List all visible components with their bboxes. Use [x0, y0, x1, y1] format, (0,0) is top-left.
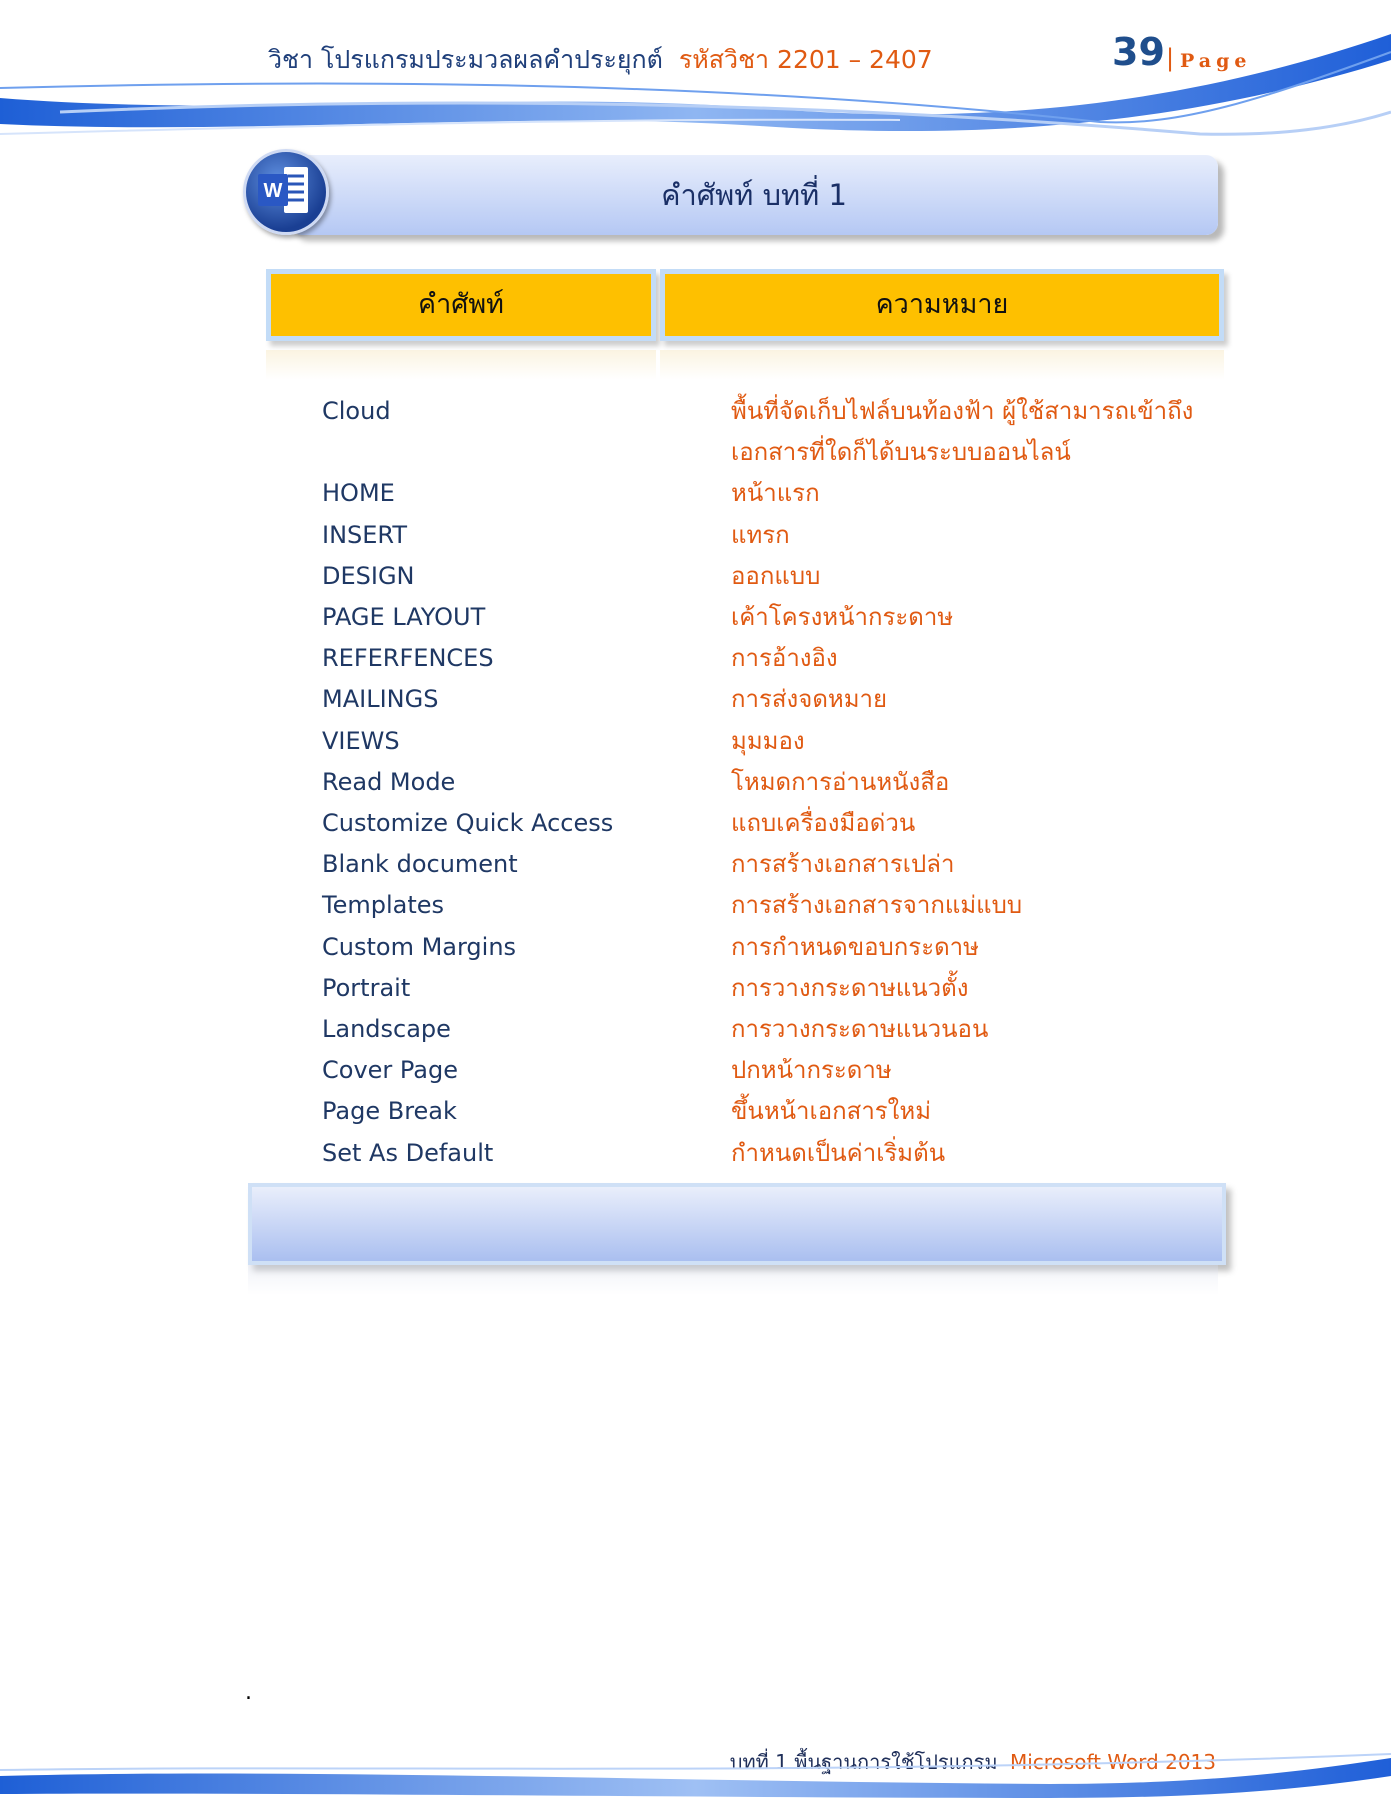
column-header-reflection	[266, 350, 656, 380]
bottom-banner-reflection	[248, 1265, 1218, 1295]
word-icon	[243, 149, 329, 235]
term-row	[322, 638, 1322, 679]
term-meaning: การวางกระดาษแนวนอน	[731, 1015, 989, 1044]
term-meaning: พื้นที่จัดเก็บไฟล์บนท้องฟ้า ผู้ใช้สามารถเข้าถึงเอกสารที่ใดก็ได้บนระบบออนไลน์	[731, 397, 1194, 467]
term-row	[322, 1050, 1322, 1091]
term-meaning: การอ้างอิง	[731, 644, 838, 673]
term-word: MAILINGS	[322, 685, 439, 714]
term-meaning: หน้าแรก	[731, 479, 820, 508]
term-row	[322, 556, 1322, 597]
footer-wave	[0, 1750, 1391, 1800]
term-word: Landscape	[322, 1015, 451, 1044]
footer-product: Microsoft Word 2013	[1009, 1750, 1216, 1774]
term-meaning: ปกหน้ากระดาษ	[731, 1056, 892, 1085]
term-meaning: การสร้างเอกสารเปล่า	[731, 850, 955, 879]
term-word: Templates	[322, 891, 445, 920]
term-meaning: การส่งจดหมาย	[731, 685, 888, 714]
term-meaning: ออกแบบ	[731, 561, 821, 590]
term-word: PAGE LAYOUT	[322, 603, 486, 632]
term-word: Set As Default	[322, 1138, 494, 1167]
word-logo-icon	[246, 152, 326, 232]
column-header-term: คำศัพท์	[266, 269, 656, 341]
term-word: Custom Margins	[322, 932, 517, 961]
vocabulary-list	[322, 391, 1322, 1174]
term-row	[322, 844, 1322, 885]
term-meaning: การวางกระดาษแนวตั้ง	[731, 973, 969, 1002]
term-word: HOME	[322, 479, 395, 508]
term-row	[322, 803, 1322, 844]
word-icon-letter: W	[263, 180, 283, 202]
column-header-meaning: ความหมาย	[660, 269, 1224, 341]
term-row	[322, 762, 1322, 803]
stray-mark: .	[245, 1680, 252, 1705]
term-word: Cloud	[322, 397, 391, 425]
term-meaning: โหมดการอ่านหนังสือ	[731, 767, 950, 796]
term-word: Blank document	[322, 850, 518, 879]
term-row	[322, 968, 1322, 1009]
term-row	[322, 597, 1322, 638]
page-number: 39	[1112, 30, 1165, 74]
term-row	[322, 1091, 1322, 1132]
term-word: Customize Quick Access	[322, 809, 614, 838]
term-word: Cover Page	[322, 1056, 459, 1085]
term-row	[322, 1009, 1322, 1050]
term-meaning: แถบเครื่องมือด่วน	[731, 809, 916, 838]
term-row	[322, 679, 1322, 720]
page-title: คำศัพท์ บทที่ 1	[661, 178, 847, 212]
term-row	[322, 391, 1322, 473]
page-separator: |	[1166, 44, 1175, 72]
term-word: Read Mode	[322, 767, 456, 796]
term-row	[322, 885, 1322, 926]
bottom-banner	[248, 1183, 1226, 1265]
term-meaning: ขึ้นหน้าเอกสารใหม่	[731, 1097, 932, 1126]
term-word: VIEWS	[322, 726, 400, 755]
term-word: Page Break	[322, 1097, 457, 1126]
term-word: Portrait	[322, 973, 411, 1002]
course-name: วิชา โปรแกรมประมวลผลคำประยุกต์	[268, 45, 663, 74]
term-word: DESIGN	[322, 561, 415, 590]
term-word: REFERFENCES	[322, 644, 494, 673]
column-header-reflection	[660, 350, 1224, 380]
term-row	[322, 721, 1322, 762]
term-row	[322, 473, 1322, 514]
term-meaning: กำหนดเป็นค่าเริ่มต้น	[731, 1138, 946, 1167]
term-meaning: แทรก	[731, 520, 790, 549]
term-row	[322, 1133, 1322, 1174]
page-label: Page	[1180, 50, 1252, 72]
footer-chapter-title: บทที่ 1 พื้นฐานการใช้โปรแกรม	[729, 1750, 998, 1774]
course-header	[268, 40, 933, 80]
term-meaning: เค้าโครงหน้ากระดาษ	[731, 603, 954, 632]
term-row	[322, 515, 1322, 556]
term-meaning: มุมมอง	[731, 726, 805, 755]
term-word: INSERT	[322, 520, 408, 549]
course-code: รหัสวิชา 2201 – 2407	[678, 45, 933, 74]
term-row	[322, 927, 1322, 968]
term-meaning: การสร้างเอกสารจากแม่แบบ	[731, 891, 1023, 920]
term-meaning: การกำหนดขอบกระดาษ	[731, 932, 979, 961]
